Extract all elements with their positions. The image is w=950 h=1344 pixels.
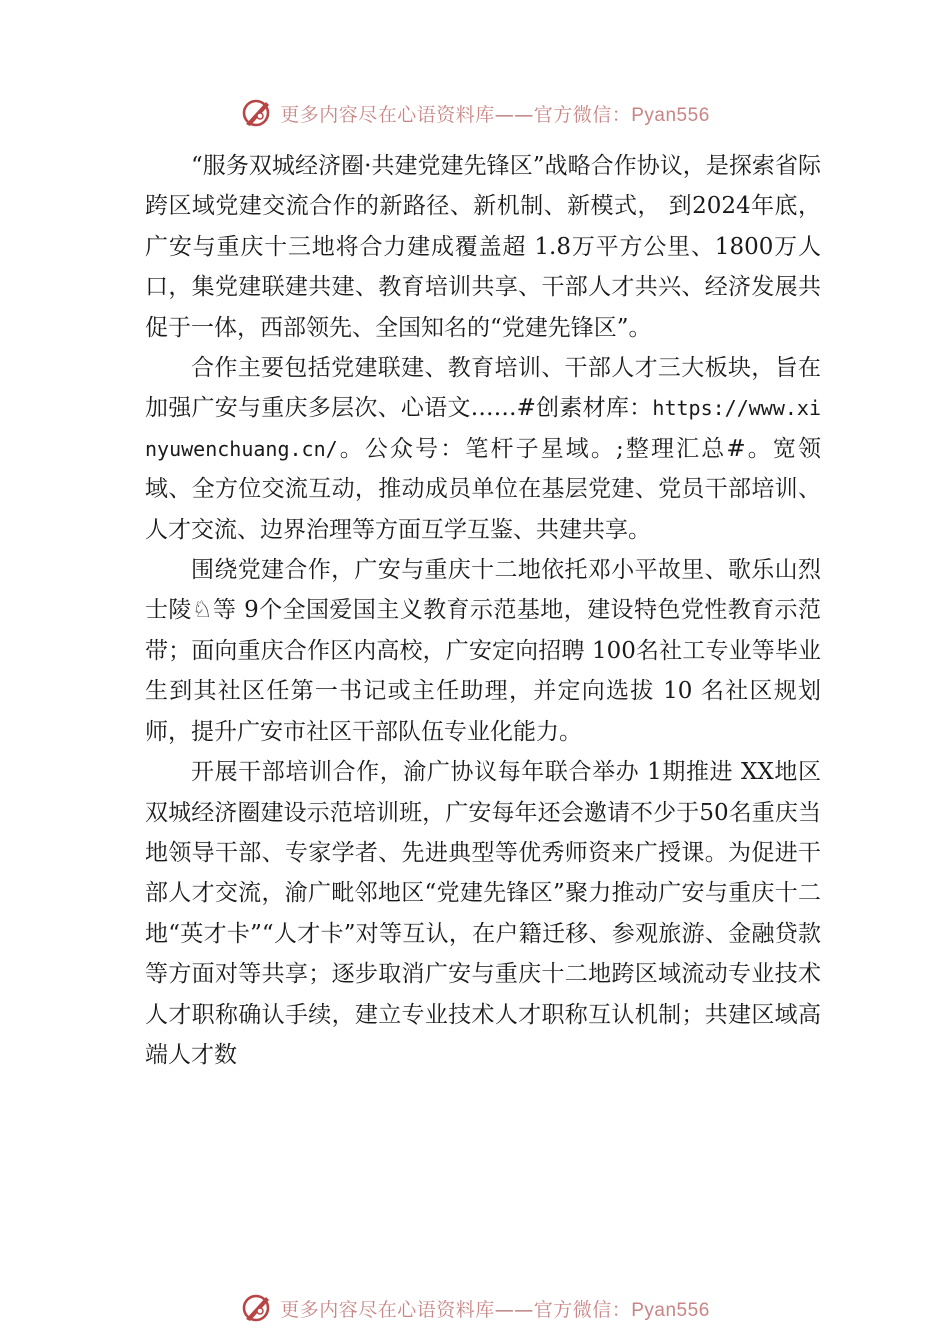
header-banner-text: 更多内容尽在心语资料库——官方微信：Pyan556 [280,103,710,126]
paragraph-4: 开展干部培训合作，渝广协议每年联合举办 1期推进 XX地区双城经济圈建设示范培训班，广安每年还会邀请不少于50名重庆当地领导干部、专家学者、先进典型等优秀师资来广授课。为促进干部人才交流，渝广毗邻地区“党建先锋区”聚力推动广安与重庆十二地“英才卡”“人才卡”对等互认，在户籍迁移、参观旅游、金融贷款等方面对等共享；逐步取消广安与重庆十二地跨区域流动专业技术人才职称确认手续，建立专业技术人才职称互认机制；共建区域高端人才数 [145,759,821,1068]
paragraph-1: “服务双城经济圈·共建党建先锋区”战略合作协议，是探索省际跨区域党建交流合作的新路径、新机制、新模式， 到2024年底，广安与重庆十三地将合力建成覆盖超 1.8万平方公里、1800万人口，集党建联建共建、教育培训共享、干部人才共兴、经济发展共促于一体，西部领先、全国知名的“党建先锋区”。 [145,153,821,341]
website-url: https://www.xinyuwenchuang.cn/ [145,396,821,461]
footer-banner [0,1288,950,1328]
brush-logo-icon [240,96,274,130]
paragraph-2: 合作主要包括党建联建、教育培训、干部人才三大板块，旨在加强广安与重庆多层次、心语文……#创素材库：https://www.xinyuwenchuang.cn/。公众号：笔杆子星域。;整理汇总#。宽领域、全方位交流互动，推动成员单位在基层党建、党员干部培训、人才交流、边界治理等方面互学互鉴、共建共享。 [145,355,821,543]
footer-banner-text: 更多内容尽在心语资料库——官方微信：Pyan556 [280,1298,710,1321]
header-banner [0,93,950,133]
header-wechat-handle: Pyan556 [631,104,710,126]
brush-logo-icon [240,1291,274,1325]
footer-wechat-handle: Pyan556 [631,1299,710,1321]
paragraph-3: 围绕党建合作，广安与重庆十二地依托邓小平故里、歌乐山烈士陵♘等 9个全国爱国主义教育示范基地，建设特色党性教育示范带；面向重庆合作区内高校，广安定向招聘 100名社工专业等毕业生到其社区任第一书记或主任助理，并定向选拔 10 名社区规划师，提升广安市社区干部队伍专业化能力。 [145,557,821,745]
document-body [145,146,821,1075]
